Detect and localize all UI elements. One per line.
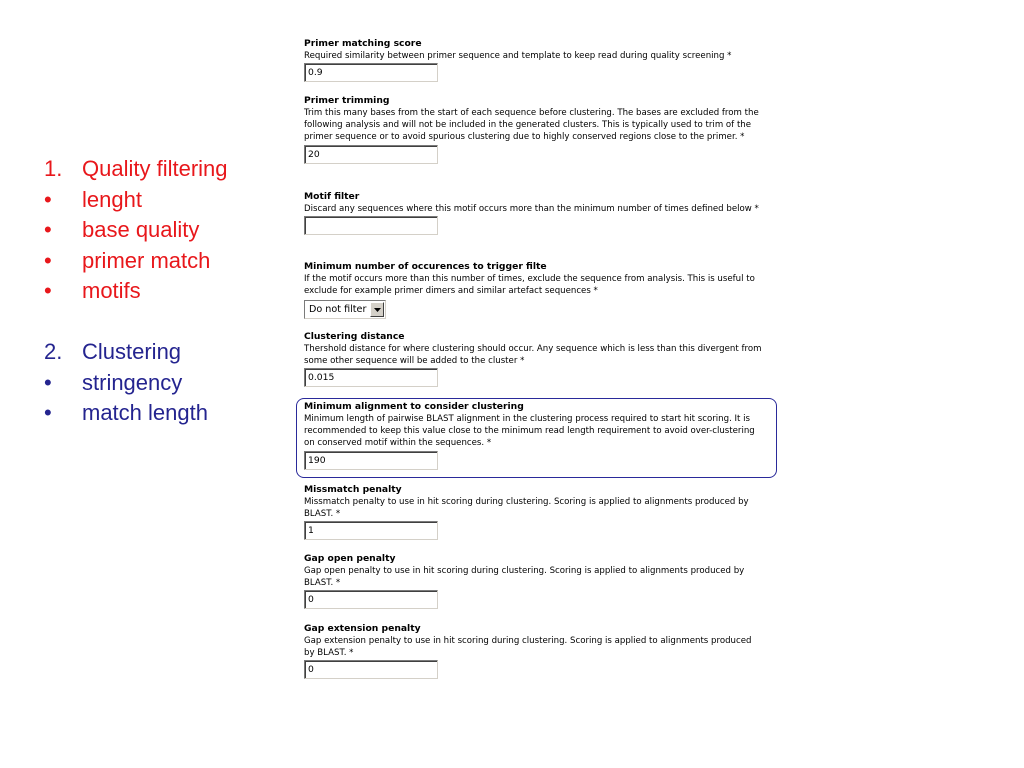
gap-open-penalty-input[interactable]	[304, 590, 438, 609]
field-label: Primer trimming	[304, 95, 390, 106]
bullet-icon: •	[44, 278, 52, 303]
outline-spacer	[44, 307, 284, 338]
min-occurences-field	[304, 261, 762, 319]
outline-number: 1.	[44, 156, 63, 181]
outline-section-title: Clustering	[82, 339, 182, 364]
field-label: Minimum number of occurences to trigger filte	[304, 261, 547, 272]
field-description: Gap open penalty to use in hit scoring during clustering. Scoring is applied to alignments produced by BLAST. *	[304, 566, 745, 589]
bullet-icon: •	[44, 369, 52, 395]
outline-item-label: motifs	[82, 278, 141, 303]
field-description: If the motif occurs more than this number of times, exclude the sequence from analysis. This is useful to exclude for example primer dimers and similar artefact sequences *	[304, 274, 755, 297]
outline-item	[44, 215, 284, 246]
field-label: Minimum alignment to consider clustering	[304, 401, 524, 412]
outline-section-clustering	[44, 337, 284, 368]
clustering-distance-input[interactable]	[304, 368, 438, 387]
bullet-icon: •	[44, 247, 52, 273]
outline-item	[44, 368, 284, 399]
outline-section-quality-filtering	[44, 154, 284, 185]
primer-matching-score-input[interactable]	[304, 63, 438, 82]
mismatch-penalty-input[interactable]	[304, 521, 438, 540]
gap-extension-penalty-input[interactable]	[304, 660, 438, 679]
motif-filter-field	[304, 191, 762, 235]
outline-item	[44, 276, 284, 307]
bullet-icon: •	[44, 400, 52, 425]
clustering-distance-field	[304, 331, 762, 387]
field-description: Trim this many bases from the start of each sequence before clustering. The bases are excluded from the following analysis and will not be included in the generated clusters. This is typically used to trim of the primer sequence or to avoid spurious clustering due to highly conserved regions close to the primer. *	[304, 108, 759, 143]
outline-item-label: match length	[82, 400, 208, 425]
field-label: Motif filter	[304, 191, 360, 202]
outline-section-title: Quality filtering	[82, 156, 228, 181]
outline-item	[44, 185, 284, 216]
field-description: Required similarity between primer sequence and template to keep read during quality screening *	[304, 51, 732, 61]
outline-item	[44, 246, 284, 277]
gap-extension-penalty-field	[304, 623, 762, 679]
field-description: Discard any sequences where this motif occurs more than the minimum number of times defined below *	[304, 204, 759, 214]
mismatch-penalty-field	[304, 484, 762, 540]
gap-open-penalty-field	[304, 553, 762, 609]
outline-item-label: stringency	[82, 369, 183, 395]
bullet-icon: •	[44, 217, 52, 242]
outline-number: 2.	[44, 339, 63, 364]
field-description: Thershold distance for where clustering should occur. Any sequence which is less than this divergent from some other sequence will be added to the cluster *	[304, 344, 762, 367]
min-alignment-field	[304, 401, 762, 470]
select-value: Do not filter	[309, 304, 367, 316]
primer-trimming-input[interactable]	[304, 145, 438, 164]
chevron-down-icon	[374, 308, 381, 312]
field-description: Missmatch penalty to use in hit scoring during clustering. Scoring is applied to alignments produced by BLAST. *	[304, 497, 749, 520]
outline-item-label: lenght	[82, 186, 142, 212]
min-alignment-input[interactable]	[304, 451, 438, 470]
outline-item-label: base quality	[82, 217, 200, 242]
field-label: Primer matching score	[304, 38, 422, 49]
outline-item-label: primer match	[82, 247, 211, 273]
field-label: Clustering distance	[304, 331, 405, 342]
bullet-icon: •	[44, 186, 52, 212]
primer-trimming-field	[304, 95, 762, 164]
field-label: Gap open penalty	[304, 553, 396, 564]
outline-item	[44, 398, 284, 429]
field-description: Gap extension penalty to use in hit scoring during clustering. Scoring is applied to alignments produced by BLAST. *	[304, 636, 752, 659]
motif-filter-input[interactable]	[304, 216, 438, 235]
primer-matching-score-field	[304, 38, 762, 82]
field-label: Gap extension penalty	[304, 623, 421, 634]
slide-outline	[44, 154, 284, 429]
min-occurences-select[interactable]	[304, 300, 386, 319]
field-label: Missmatch penalty	[304, 484, 402, 495]
field-description: Minimum length of pairwise BLAST alignment in the clustering process required to start hit scoring. It is recommended to keep this value close to the minimum read length requirement to avoid over-clustering on conserved motif within the sequences. *	[304, 414, 755, 449]
dropdown-button[interactable]	[370, 302, 384, 317]
